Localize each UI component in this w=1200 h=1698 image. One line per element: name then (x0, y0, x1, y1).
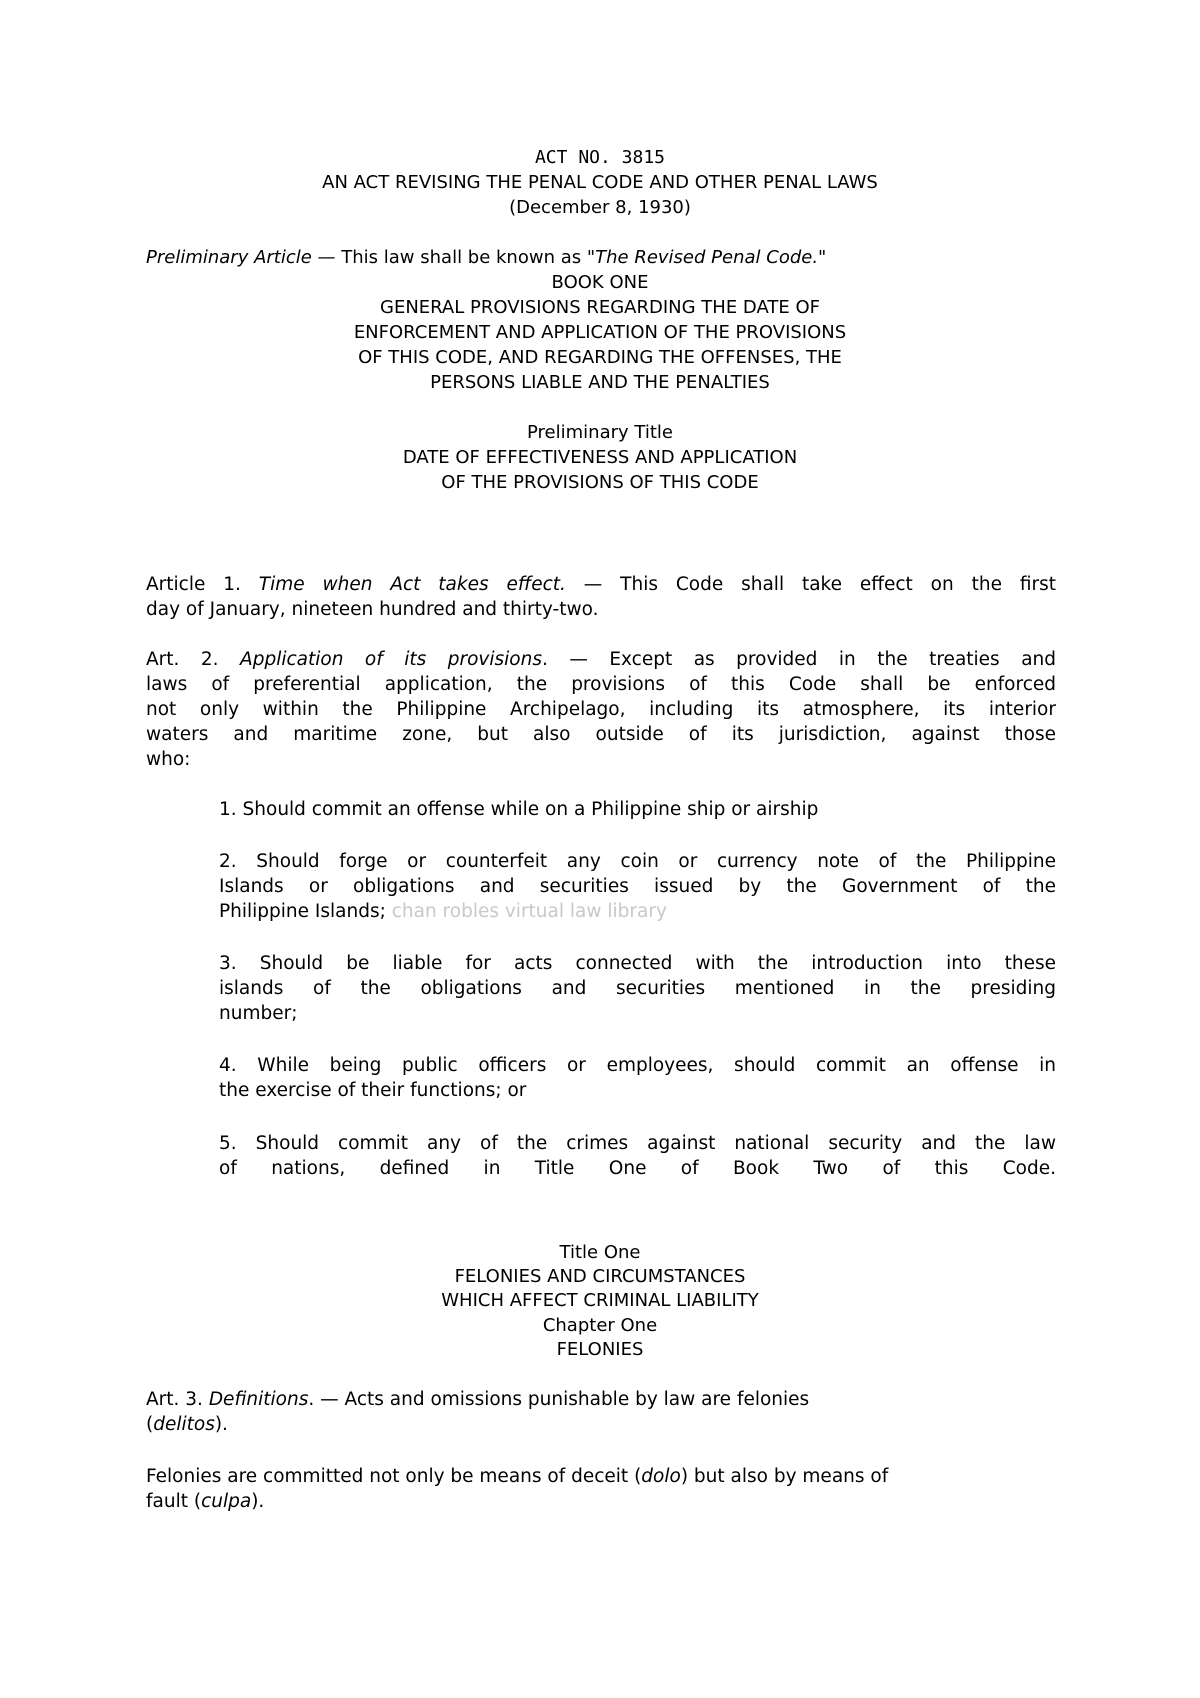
watermark-text: chan robles virtual law library (391, 901, 667, 922)
article-3-text: ( (146, 1414, 154, 1435)
article-3-heading: Definitions (208, 1389, 309, 1410)
act-title: AN ACT REVISING THE PENAL CODE AND OTHER PENAL LAWS (322, 172, 878, 193)
list-item-text: Philippine Islands; (219, 901, 392, 922)
list-item-text: 3. Should be liable for acts connected with the introduction into these (219, 953, 1056, 974)
list-item-text: number; (219, 1003, 298, 1024)
preliminary-title-line: OF THE PROVISIONS OF THIS CODE (441, 472, 759, 493)
article-2-text: laws of preferential application, the provisions of this Code shall be enforced (146, 674, 1056, 695)
list-item (219, 849, 1056, 924)
list-item-text: of nations, defined in Title One of Book Two of this Code. (219, 1158, 1056, 1179)
article-3-paragraph (146, 1464, 1056, 1514)
list-item (219, 1131, 1056, 1181)
article-2-text: waters and maritime zone, but also outside of its jurisdiction, against those (146, 724, 1056, 745)
article-2-text: who: (146, 749, 191, 770)
article-3-term: delitos (153, 1414, 215, 1435)
preliminary-article-text: — This law shall be known as (311, 247, 587, 268)
book-line: OF THIS CODE, AND REGARDING THE OFFENSES, THE (358, 347, 842, 368)
paragraph-term: dolo (641, 1466, 681, 1487)
list-item (219, 951, 1056, 1026)
title-one-line: WHICH AFFECT CRIMINAL LIABILITY (441, 1290, 759, 1311)
preliminary-article-label: Preliminary Article (146, 247, 312, 268)
title-one-title: Title One (559, 1242, 641, 1263)
article-3-text: ). (214, 1414, 228, 1435)
preliminary-article (146, 245, 826, 270)
preliminary-title-line: DATE OF EFFECTIVENESS AND APPLICATION (402, 447, 798, 468)
paragraph-text: ) but also by means of (680, 1466, 889, 1487)
list-item-text: 5. Should commit any of the crimes against national security and the law (219, 1133, 1056, 1154)
book-line: PERSONS LIABLE AND THE PENALTIES (430, 372, 770, 393)
paragraph-term: culpa (201, 1491, 252, 1512)
paragraph-text: fault ( (146, 1491, 202, 1512)
article-1-heading: Time when Act takes effect. (258, 574, 566, 595)
article-1-number: Article 1. (146, 574, 259, 595)
act-number: ACT NO. 3815 (534, 147, 666, 168)
paragraph-text: ). (251, 1491, 265, 1512)
list-item-text: the exercise of their functions; or (219, 1080, 527, 1101)
paragraph-text: Felonies are committed not only be means of deceit ( (146, 1466, 642, 1487)
book-line: ENFORCEMENT AND APPLICATION OF THE PROVISIONS (353, 322, 847, 343)
article-1-text: day of January, nineteen hundred and thirty-two. (146, 599, 599, 620)
list-item-text: 2. Should forge or counterfeit any coin or currency note of the Philippine (219, 851, 1056, 872)
title-one-line: FELONIES AND CIRCUMSTANCES (454, 1266, 746, 1287)
list-item-text: 4. While being public officers or employees, should commit an offense in (219, 1055, 1056, 1076)
article-3 (146, 1387, 1056, 1437)
list-item (219, 1053, 1056, 1103)
list-item-text: islands of the obligations and securities mentioned in the presiding (219, 978, 1056, 999)
list-item-text: Islands or obligations and securities issued by the Government of the (219, 876, 1056, 897)
preliminary-title: Preliminary Title (527, 422, 673, 443)
book-title: BOOK ONE (551, 272, 649, 293)
article-3-text: . — Acts and omissions punishable by law are felonies (308, 1389, 810, 1410)
act-date: (December 8, 1930) (509, 197, 691, 218)
article-1-text: — This Code shall take effect on the first (565, 574, 1056, 595)
article-1 (146, 572, 1056, 622)
list-item (219, 797, 1056, 822)
chapter-title: Chapter One (542, 1315, 658, 1336)
article-2 (146, 647, 1056, 772)
preliminary-article-quote: "The Revised Penal Code." (586, 247, 827, 268)
list-item-text: 1. Should commit an offense while on a Philippine ship or airship (219, 799, 819, 820)
article-3-number: Art. 3. (146, 1389, 209, 1410)
article-2-number: Art. 2. (146, 649, 241, 670)
article-2-text: not only within the Philippine Archipelago, including its atmosphere, its interior (146, 699, 1056, 720)
book-line: GENERAL PROVISIONS REGARDING THE DATE OF (380, 297, 820, 318)
chapter-subtitle: FELONIES (556, 1339, 644, 1360)
article-2-heading: Application of its provisions (240, 649, 542, 670)
article-2-text: . — Except as provided in the treaties and (541, 649, 1056, 670)
